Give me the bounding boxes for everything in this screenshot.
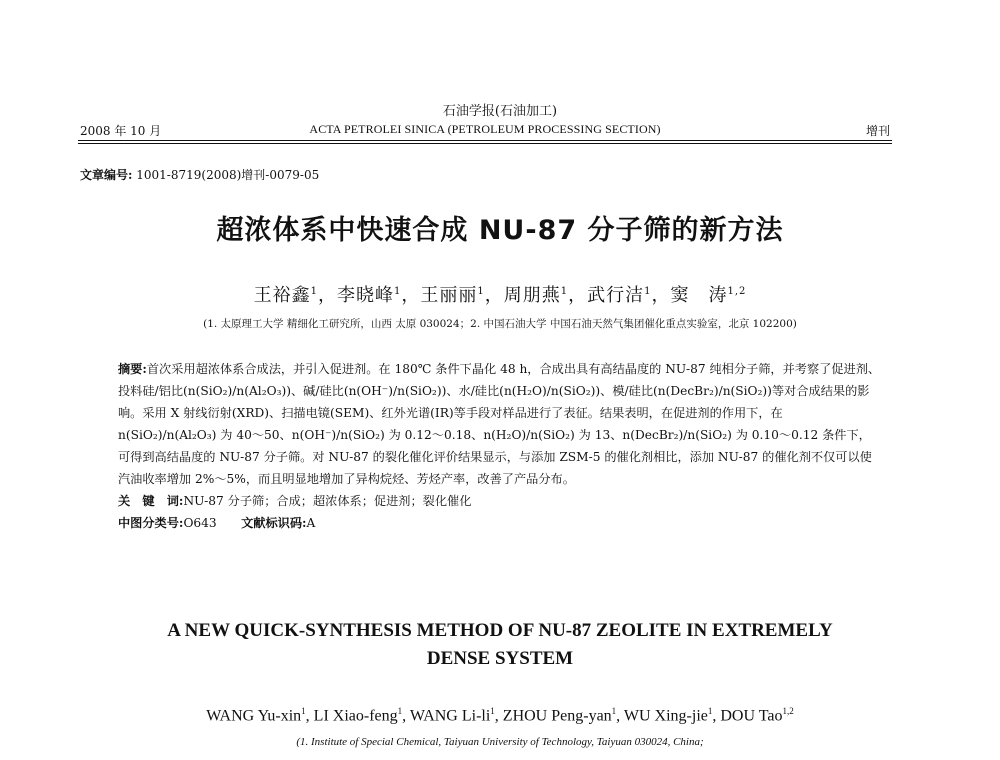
paper-title-cn: 超浓体系中快速合成 NU-87 分子筛的新方法 <box>216 215 784 246</box>
author-list-en: WANG Yu-xin$^1$, LI Xiao-feng$^1$, WANG $Li-li^1$, ZHOU Peng-yan$^1$, WU Xing-jie$^1$, DOU Tao$^{1,2}$ <box>206 706 794 725</box>
header-rule-thick <box>78 140 892 141</box>
author-en-name: DOU Tao <box>720 707 783 725</box>
author-cn-name: 王丽丽 <box>420 285 478 306</box>
journal-name-cn: 石油学报(石油加工) <box>442 104 558 119</box>
author-en-affil-mark: 1,2 <box>782 706 794 716</box>
author-cn-affil-mark: 1 <box>644 286 652 297</box>
author-en-name: WANG Li-li <box>409 707 491 725</box>
author-en-name: LI Xiao-feng <box>313 707 398 725</box>
author-en-affil-mark: 1 <box>301 706 306 716</box>
abstract-label: 摘要: <box>118 362 147 376</box>
header-rule-thin <box>78 143 892 144</box>
author-en-affil-mark: 1 <box>397 706 403 716</box>
keywords-text: NU-87 分子筛；合成；超浓体系；促进剂；裂化催化 <box>183 494 472 508</box>
author-en-affil-mark: 1 <box>611 706 617 716</box>
clc-value: O643 <box>183 516 217 530</box>
title-en-line-1: A NEW QUICK-SYNTHESIS METHOD OF NU-87 ZEOLITE IN EXTREMELY <box>167 620 833 641</box>
doc-code-label: 文献标识码: <box>241 516 307 530</box>
abstract-text: 首次采用超浓体系合成法，并引入促进剂。在 180℃ 条件下晶化 48 h，合成出具有高结晶度的 NU-87 纯相分子筛，并考察了促进剂、投料硅/铝比(n(SiO₂)/n(Al₂O₃))、碱/硅比(n(OH⁻)/n(SiO₂))、水/硅比(n(H₂O)/n(SiO₂))、模/硅比(n(DecBr₂)/n(SiO₂))等对合成结果的影响。采用 X 射线衍射(XRD)、扫描电镜(SEM)、红外光谱(IR)等手段对样品进行了表征。结果表明，在促进剂的作用下，在 n(SiO₂)/n(Al₂O₃) 为 40～50、n(OH⁻)/n(SiO₂) 为 0.12～0.18、n(H₂O)/n(SiO₂) 为 13、n(DecBr₂)/n(SiO₂) 为 0.10～0.12 条件下，可得到高结晶度的 NU-87 分子筛。对 NU-87 的裂化催化评价结果显示，与添加 ZSM-5 的催化剂相比，添加 NU-87 的催化剂不仅可以使汽油收率增加 2%～5%，而且明显地增加了异构烷烃、芳烃产率，改善了产品分布。 <box>118 362 881 486</box>
keywords-line <box>118 490 883 512</box>
author-cn-name: 武行洁 <box>587 285 645 306</box>
article-number <box>80 166 319 183</box>
author-cn-name: 王裕鑫 <box>253 285 311 306</box>
author-en-affil-mark: 1 <box>490 706 495 716</box>
author-cn-affil-mark: 1 <box>477 286 485 297</box>
keywords-label: 关 键 词: <box>118 494 184 508</box>
issue-label: 增刊 <box>865 124 890 138</box>
paper-title-en <box>0 617 1000 673</box>
abstract-block <box>118 358 883 534</box>
author-cn-name: 周朋燕 <box>503 285 561 306</box>
author-cn-name: 窦 涛 <box>670 285 728 306</box>
article-number-value: 1001-8719(2008)增刊-0079-05 <box>136 168 320 182</box>
journal-name-en: ACTA PETROLEI SINICA (PETROLEUM PROCESSING SECTION) <box>309 122 661 136</box>
classification-line <box>118 512 883 534</box>
author-cn-affil-mark: 1 <box>310 286 318 297</box>
author-cn-name: 李晓峰 <box>336 285 394 306</box>
author-cn-affil-mark: 1,2 <box>727 286 747 297</box>
author-list-cn: 王裕鑫$^1$，李晓峰$^1$，王丽丽$^1$，周朋燕$^1$，武行洁$^1$，窦 涛$^{1,2}$ <box>253 285 747 306</box>
abstract-paragraph <box>118 358 883 490</box>
running-header <box>80 122 890 140</box>
affiliation-cn: (1. 太原理工大学 精细化工研究所，山西 太原 030024；2. 中国石油大学 中国石油天然气集团催化重点实验室，北京 102200) <box>203 318 797 330</box>
author-cn-affil-mark: 1 <box>393 286 402 297</box>
author-en-name: ZHOU Peng-yan <box>502 707 612 725</box>
author-cn-affil-mark: 1 <box>560 286 569 297</box>
clc-label: 中图分类号: <box>118 516 184 530</box>
author-en-name: WU Xing-jie <box>623 707 708 725</box>
affiliation-en: (1. Institute of Special Chemical, Taiyuan University of Technology, Taiyuan 030024, China; <box>296 736 704 748</box>
author-en-affil-mark: 1 <box>707 706 713 716</box>
title-en-line-2: DENSE SYSTEM <box>426 648 574 669</box>
publication-date: 2008 年 10 月 <box>80 124 162 138</box>
doc-code-value: A <box>306 516 316 530</box>
author-en-name: WANG Yu-xin <box>206 707 302 725</box>
article-number-label: 文章编号: <box>80 168 133 182</box>
